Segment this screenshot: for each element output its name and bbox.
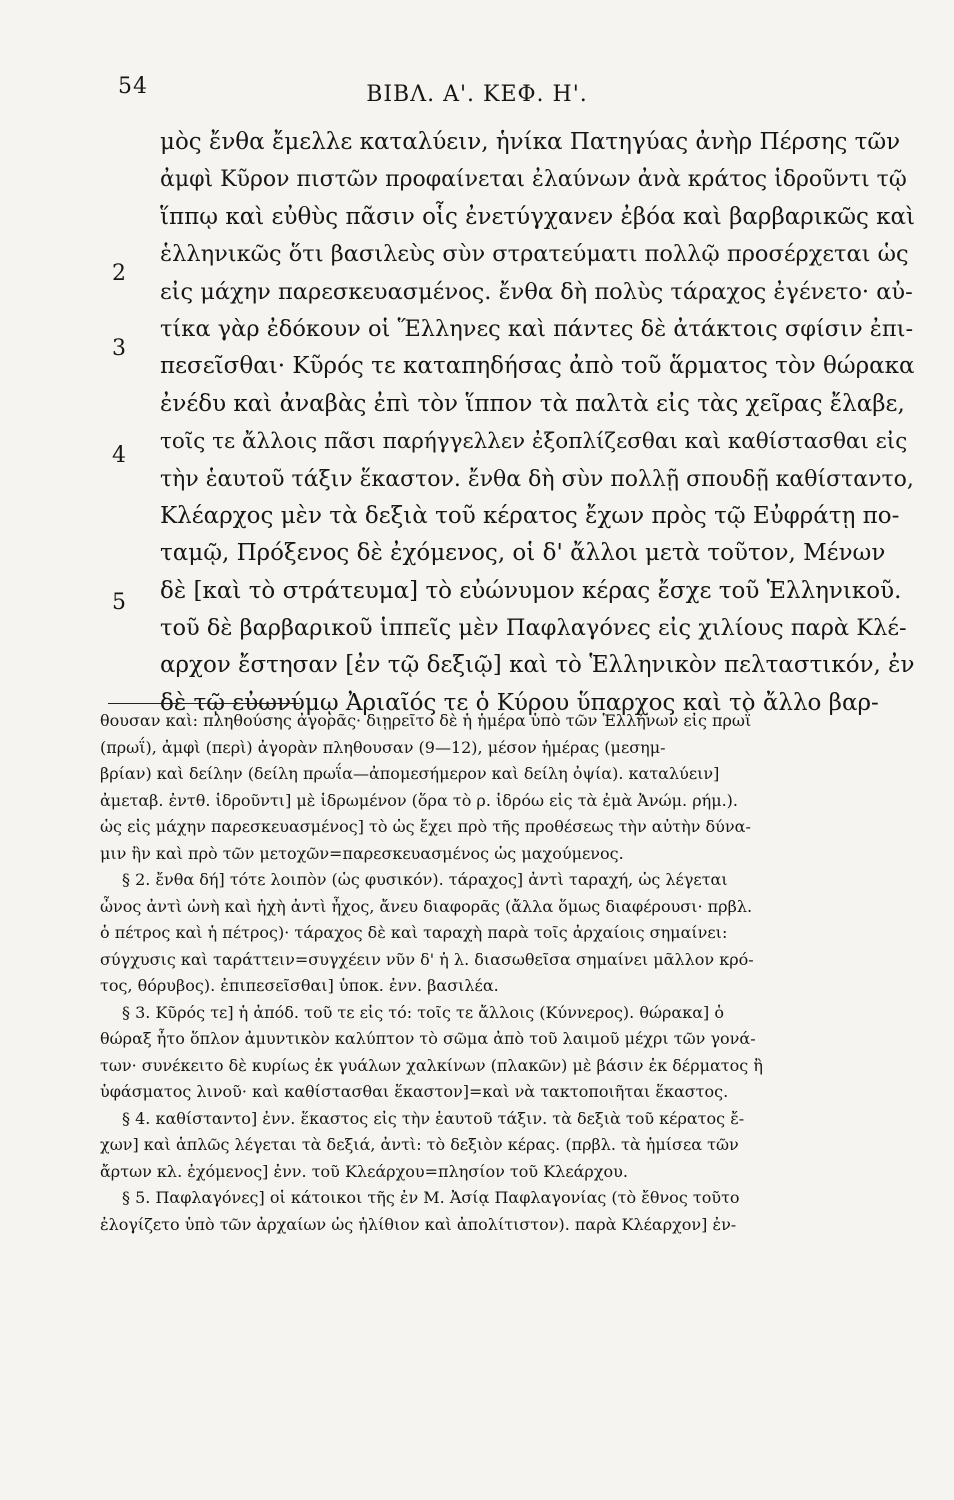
section-number-3: 3	[112, 336, 126, 361]
note-line: ἄρτων κλ. ἐχόμενος] ἐνν. τοῦ Κλεάρχου=πλησίον τοῦ Κλεάρχου.	[100, 1161, 628, 1181]
note-line: θώραξ ἦτο ὅπλον ἀμυντικὸν καλύπτον τὸ σῶμα ἀπὸ τοῦ λαιμοῦ μέχρι τῶν γονά-	[100, 1029, 756, 1048]
text-line: τοῖς τε ἄλλοις πᾶσι παρήγγελλεν ἐξοπλίζεσθαι καὶ καθίστασθαι εἰς	[160, 429, 908, 455]
note-line: ὦνος ἀντὶ ὠνὴ καὶ ἠχὴ ἀντὶ ἦχος, ἄνευ διαφορᾶς (ἄλλα ὅμως διαφέρουσι· πρβλ.	[100, 896, 753, 916]
text-line: ἵππῳ καὶ εὐθὺς πᾶσιν οἷς ἐνετύγχανεν ἐβόα καὶ βαρβαρικῶς καὶ	[160, 203, 916, 230]
running-head: ΒΙΒΛ. Α'. ΚΕΦ. Η'.	[366, 82, 588, 107]
text-line: εἰς μάχην παρεσκευασμένος. ἔνθα δὴ πολὺς τάραχος ἐγένετο· αὐ-	[160, 278, 913, 305]
note-line: § 5. Παφλαγόνες] οἱ κάτοικοι τῆς ἐν Μ. Ἀσίᾳ Παφλαγονίας (τὸ ἔθνος τοῦτο	[122, 1188, 740, 1207]
text-line: τοῦ δὲ βαρβαρικοῦ ἱππεῖς μὲν Παφλαγόνες εἰς χιλίους παρὰ Κλέ-	[160, 615, 907, 642]
note-line: § 4. καθίσταντο] ἐνν. ἕκαστος εἰς τὴν ἑαυτοῦ τάξιν. τὰ δεξιὰ τοῦ κέρατος ἔ-	[122, 1108, 745, 1128]
page-number: 54	[118, 74, 148, 99]
note-line: χων] καὶ ἁπλῶς λέγεται τὰ δεξιά, ἀντὶ: τὸ δεξιὸν κέρας. (πρβλ. τὰ ἡμίσεα τῶν	[100, 1135, 739, 1154]
note-line: τος, θόρυβος). ἐπιπεσεῖσθαι] ὑποκ. ἐνν. βασιλέα.	[100, 976, 499, 995]
section-number-2: 2	[112, 261, 126, 286]
note-line: ὑφάσματος λινοῦ· καὶ καθίστασθαι ἕκαστον]=καὶ νὰ τακτοποιῆται ἕκαστος.	[100, 1082, 729, 1101]
note-line: § 2. ἔνθα δή] τότε λοιπὸν (ὡς φυσικόν). τάραχος] ἀντὶ ταραχή, ὡς λέγεται	[122, 870, 728, 889]
section-number-5: 5	[112, 590, 126, 615]
text-line: δὲ τῷ εὐωνύμῳ Ἀριαῖός τε ὁ Κύρου ὕπαρχος καὶ τὸ ἄλλο βαρ-	[160, 689, 879, 716]
main-text	[160, 124, 920, 722]
footnote-rule	[108, 703, 300, 704]
note-line: σύγχυσις καὶ ταράττειν=συγχέειν νῦν δ' ἡ λ. διασωθεῖσα σημαίνει μᾶλλον κρό-	[100, 949, 754, 969]
note-line: βρίαν) καὶ δείλην (δείλη πρωΐα—ἀπομεσήμερον καὶ δείλη ὀψία). καταλύειν]	[100, 764, 720, 783]
text-line: ἀμφὶ Κῦρον πιστῶν προφαίνεται ἐλαύνων ἀνὰ κράτος ἱδροῦντι τῷ	[160, 167, 907, 193]
note-line: θουσαν καὶ: πληθούσης ἀγορᾶς· διῃρεῖτο δὲ ἡ ἡμέρα ὑπὸ τῶν Ἑλλήνων εἰς πρωῒ	[100, 711, 752, 730]
note-line: § 3. Κῦρός τε] ἡ ἀπόδ. τοῦ τε εἰς τό: τοῖς τε ἄλλοις (Κύννερος). θώρακα] ὁ	[122, 1002, 724, 1022]
note-line: (πρωΐ), ἀμφὶ (περὶ) ἀγορὰν πληθουσαν (9—12), μέσον ἡμέρας (μεσημ-	[100, 737, 666, 757]
text-line: τὴν ἑαυτοῦ τάξιν ἕκαστον. ἔνθα δὴ σὺν πολλῇ σπουδῇ καθίσταντο,	[160, 466, 914, 492]
text-line: δὲ [καὶ τὸ στράτευμα] τὸ εὐώνυμον κέρας ἔσχε τοῦ Ἑλληνικοῦ.	[160, 577, 902, 604]
commentary-notes	[100, 708, 920, 1238]
text-line: τίκα γὰρ ἐδόκουν οἱ Ἕλληνες καὶ πάντες δὲ ἀτάκτοις σφίσιν ἐπι-	[160, 315, 914, 342]
note-line: ἀμεταβ. ἐντθ. ἱδροῦντι] μὲ ἱδρωμένον (ὅρα τὸ ρ. ἱδρόω εἰς τὰ ἐμὰ Ἀνώμ. ρήμ.).	[100, 790, 739, 810]
text-line: ἑλληνικῶς ὅτι βασιλεὺς σὺν στρατεύματι πολλῷ προσέρχεται ὡς	[160, 241, 909, 268]
text-line: πεσεῖσθαι· Κῦρός τε καταπηδήσας ἀπὸ τοῦ ἅρματος τὸν θώρακα	[160, 353, 915, 380]
text-line: ἐνέδυ καὶ ἀναβὰς ἐπὶ τὸν ἵππον τὰ παλτὰ εἰς τὰς χεῖρας ἔλαβε,	[160, 390, 905, 417]
text-line: μὸς ἔνθα ἔμελλε καταλύειν, ἡνίκα Πατηγύας ἀνὴρ Πέρσης τῶν	[160, 129, 901, 155]
note-line: ἐλογίζετο ὑπὸ τῶν ἀρχαίων ὡς ἠλίθιον καὶ ἀπολίτιστον). παρὰ Κλέαρχον] ἐν-	[100, 1214, 737, 1234]
text-line: αρχον ἔστησαν [ἐν τῷ δεξιῷ] καὶ τὸ Ἑλληνικὸν πελταστικόν, ἐν	[160, 652, 915, 679]
section-number-4: 4	[112, 443, 126, 468]
text-line: ταμῷ, Πρόξενος δὲ ἐχόμενος, οἱ δ' ἄλλοι μετὰ τοῦτον, Μένων	[160, 540, 886, 567]
note-line: ὡς εἰς μάχην παρεσκευασμένος] τὸ ὡς ἔχει πρὸ τῆς προθέσεως τὴν αὐτὴν δύνα-	[100, 817, 751, 836]
note-line: μιν ἣν καὶ πρὸ τῶν μετοχῶν=παρεσκευασμένος ὡς μαχούμενος.	[100, 843, 624, 863]
note-line: ὁ πέτρος καὶ ἡ πέτρος)· τάραχος δὲ καὶ ταραχὴ παρὰ τοῖς ἀρχαίοις σημαίνει:	[100, 923, 728, 942]
note-line: των· συνέκειτο δὲ κυρίως ἐκ γυάλων χαλκίνων (πλακῶν) μὲ βάσιν ἐκ δέρματος ἢ	[100, 1055, 763, 1075]
text-line: Κλέαρχος μὲν τὰ δεξιὰ τοῦ κέρατος ἔχων πρὸς τῷ Εὐφράτῃ πο-	[160, 502, 900, 529]
